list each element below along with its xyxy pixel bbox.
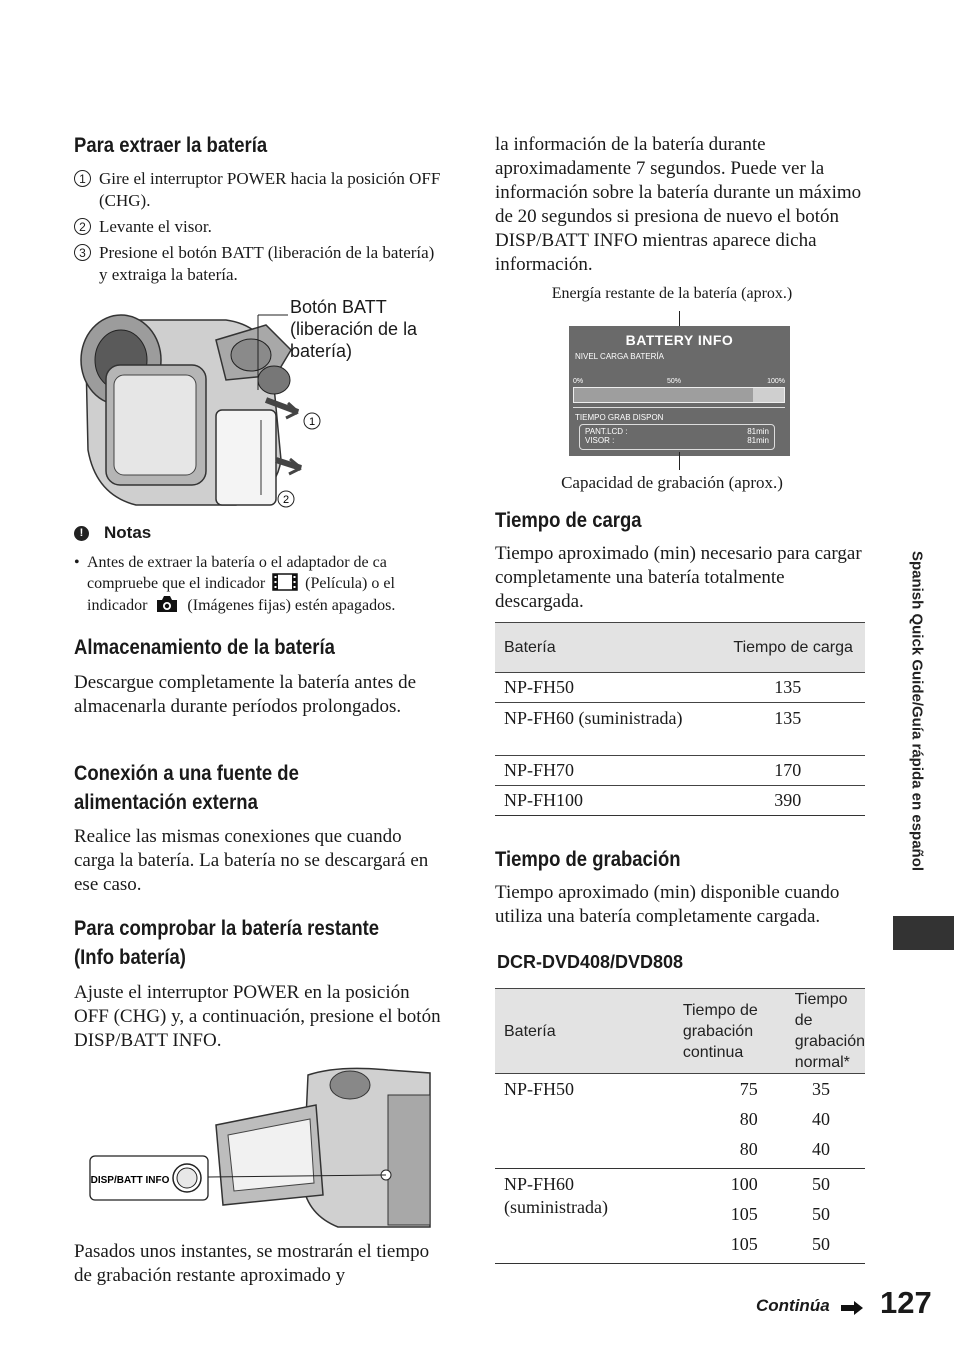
lcd-value: 81min (747, 427, 769, 436)
value: 105 (730, 1234, 758, 1254)
rec-text: Tiempo aproximado (min) disponible cuando utiliza una batería completamente cargada. (495, 882, 840, 927)
charge-table (495, 622, 865, 816)
value: 80 (739, 1139, 758, 1159)
charge-text: Tiempo aproximado (min) necesario para cargar completamente una batería totalmente descargada. (495, 543, 862, 612)
batt-button-label: Botón BATT (liberación de la batería) (290, 297, 418, 361)
energy-label: Energía restante de la batería (aprox.) (551, 285, 793, 302)
cell-time: 170 (774, 760, 802, 780)
cell-battery: NP-FH60 (suministrada) (504, 708, 683, 728)
rec-heading: Tiempo de grabación (495, 848, 681, 871)
step-1 (74, 168, 444, 212)
note-text-c: (Imágenes fijas) estén apagados. (187, 597, 396, 614)
section-tab (893, 916, 954, 950)
continua-label: Continúa (756, 1296, 830, 1315)
visor-value: 81min (747, 436, 769, 445)
header-battery: Batería (504, 1022, 556, 1040)
value: 40 (812, 1109, 830, 1129)
header-charge-time: Tiempo de carga (733, 639, 853, 656)
cell-time: 135 (774, 708, 802, 728)
cell-normal (786, 1169, 865, 1264)
table-row (495, 1169, 865, 1264)
check-text: Ajuste el interruptor POWER en la posición OFF (CHG) y, a continuación, presione el botón DISP/BATT INFO. (74, 982, 441, 1051)
scale-0: 0% (573, 378, 584, 385)
rec-box (579, 424, 775, 450)
cell-battery: NP-FH50 (504, 1079, 575, 1099)
continue-text: la información de la batería durante aproximadamente 7 segundos. Puede ver la información sobre la batería durante un máximo de 20 segundos si presiona de nuevo el botón DISP/BATT INFO mientras aparece dicha información. (495, 134, 862, 275)
screen-divider (573, 407, 785, 408)
battery-info-screen (569, 326, 790, 456)
header-continuous: Tiempo de grabación continua (682, 1001, 758, 1061)
table-row (495, 673, 865, 703)
value: 35 (812, 1079, 830, 1099)
scale-50: 50% (667, 378, 682, 385)
callout-1-text: 1 (308, 416, 316, 428)
external-heading-line2: alimentación externa (74, 791, 258, 814)
step-number: 3 (74, 244, 91, 261)
charge-heading: Tiempo de carga (495, 509, 642, 532)
level-bar-fill (574, 388, 753, 402)
film-icon (272, 573, 298, 591)
disp-batt-info-label: DISP/BATT INFO (90, 1175, 170, 1186)
note-text-b: (Película) o el indicador (87, 575, 395, 614)
table-row (495, 703, 865, 756)
cell-normal (786, 1074, 865, 1169)
value: 100 (730, 1174, 758, 1194)
step-2 (74, 216, 444, 238)
step-text: Levante el visor. (99, 217, 212, 236)
check-heading-line2: (Info batería) (74, 946, 186, 969)
external-text: Realice las mismas conexiones que cuando carga la batería. La batería no se descargará en ese caso. (74, 826, 429, 895)
storage-text: Descargue completamente la batería antes de almacenarla durante períodos prolongados. (74, 672, 417, 717)
model-heading: DCR-DVD408/DVD808 (497, 952, 684, 972)
extract-heading: Para extraer la batería (74, 134, 268, 157)
sidebar-text: Spanish Quick Guide/Guía rápida en español (908, 550, 926, 872)
value: 80 (739, 1109, 758, 1129)
camera-lcd-illustration (88, 1065, 432, 1230)
recording-table-header (495, 989, 865, 1074)
step-text: Presione el botón BATT (liberación de la batería) y extraiga la batería. (99, 243, 435, 284)
lcd-label: PANT.LCD : (585, 427, 628, 436)
screen-title: BATTERY INFO (625, 332, 734, 348)
header-normal: Tiempo de grabación normal* (794, 991, 866, 1071)
value: 105 (730, 1204, 758, 1224)
callout-2-text: 2 (282, 494, 290, 506)
notes-header (74, 523, 151, 543)
cell-battery: NP-FH70 (504, 760, 575, 780)
step-text: Gire el interruptor POWER hacia la posición OFF (CHG). (99, 169, 441, 210)
cell-battery: NP-FH50 (504, 677, 575, 697)
table-row (495, 786, 865, 816)
camera-battery-removal-illustration (76, 300, 326, 514)
value: 75 (739, 1079, 758, 1099)
note-text-a: Antes de extraer la batería o el adaptador de ca compruebe que el indicador (87, 554, 387, 592)
cell-time: 390 (774, 790, 802, 810)
table-row (495, 1074, 865, 1169)
note-item (74, 552, 442, 616)
visor-label: VISOR : (585, 436, 615, 445)
notes-icon: ! (74, 526, 89, 541)
rec-label: TIEMPO GRAB DISPON (575, 413, 664, 422)
cell-continuous (674, 1169, 786, 1264)
cell-battery: NP-FH60 (suministrada) (504, 1174, 608, 1217)
scale-100: 100% (767, 378, 785, 385)
recording-table (495, 988, 865, 1264)
cell-continuous (674, 1074, 786, 1169)
check-heading-line1: Para comprobar la batería restante (74, 917, 380, 940)
level-bar (573, 387, 785, 403)
capacity-leader-line (679, 452, 680, 470)
camera-icon (155, 594, 179, 614)
cell-time: 135 (774, 677, 802, 697)
step-number: 2 (74, 218, 91, 235)
after-text: Pasados unos instantes, se mostrarán el tiempo de grabación restante aproximado y (74, 1241, 430, 1286)
charge-table-header (495, 623, 865, 673)
level-label: NIVEL CARGA BATERÍA (575, 352, 664, 361)
external-heading-line1: Conexión a una fuente de (74, 762, 299, 785)
value: 40 (812, 1139, 830, 1159)
cell-battery: NP-FH100 (504, 790, 584, 810)
value: 50 (812, 1174, 830, 1194)
value: 50 (812, 1234, 830, 1254)
notes-title: Notas (104, 523, 152, 542)
extract-steps (74, 168, 444, 286)
arrow-right-icon (840, 1300, 864, 1316)
capacity-label: Capacidad de grabación (aprox.) (561, 473, 783, 492)
header-battery: Batería (504, 638, 556, 656)
step-3 (74, 242, 444, 286)
table-row (495, 756, 865, 786)
value: 50 (812, 1204, 830, 1224)
storage-heading: Almacenamiento de la batería (74, 636, 335, 659)
page-number: 127 (880, 1285, 932, 1320)
bullet: • (74, 554, 80, 571)
step-number: 1 (74, 170, 91, 187)
sidebar-section-label (892, 516, 942, 906)
